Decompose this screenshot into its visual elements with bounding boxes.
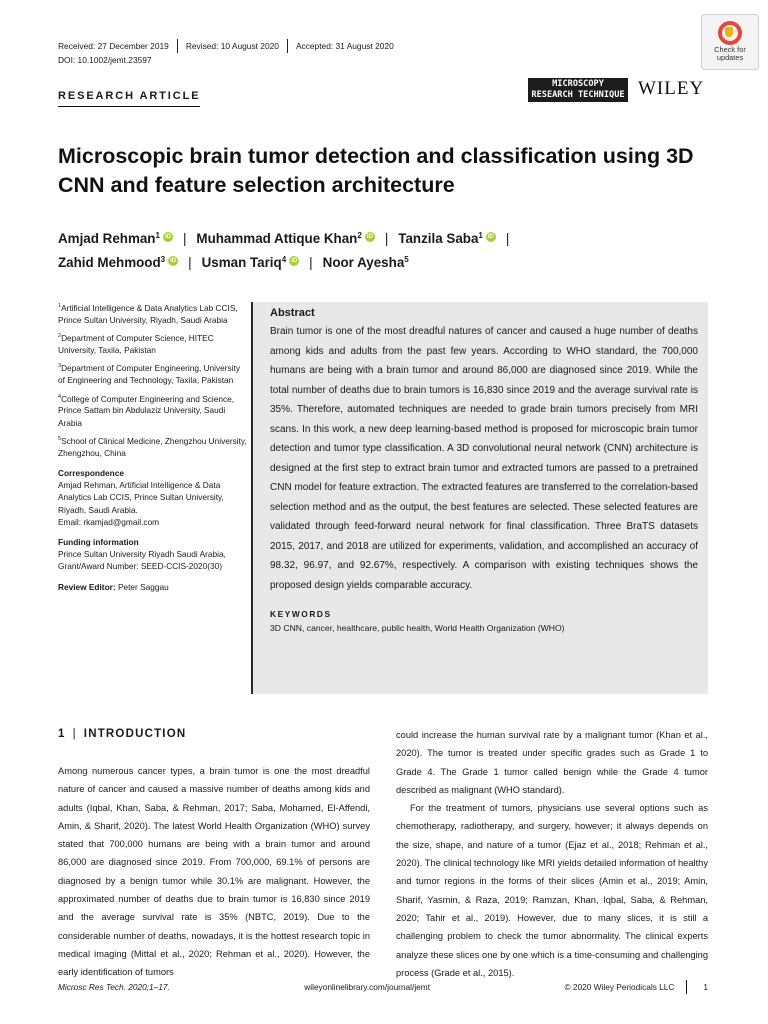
revised-date: Revised: 10 August 2020 (185, 41, 279, 51)
body-paragraph: Among numerous cancer types, a brain tumor is one the most dreadful nature of cancer and caused a massive number of deaths among kids and adults (Iqbal, Khan, Saba, & Rehman, 2017; Saba, Mohamed, El-Affendi, Amin, & Sharif, 2020). The latest World Health Organization (WHO) survey stated that 700,000 humans are being with a brain tumor and around 86,000 are diagnosed since 2019. From 700,000, 69.1% of persons are diagnosed by a benign tumor while 30.1% are malignant. However, the approximated number of deaths due to brain tumor is 16,830 since 2019 and the average survival rate is 35% (NBTC, 2019). Due to the considerable number of deaths, nowadays, it is the hottest research topic in medical imaging (Mittal et al., 2020; Rehman et al., 2020). However, the early identification of tumors (58, 766, 370, 978)
abstract-heading: Abstract (270, 307, 315, 319)
affiliation-text: Artificial Intelligence & Data Analytics Lab CCIS, Prince Sultan University, Riyadh, Saudi Arabia (58, 302, 238, 325)
divider (177, 39, 178, 53)
divider (287, 39, 288, 53)
author-line-2 (58, 251, 698, 275)
body-column-right (396, 726, 708, 982)
page-footer (58, 980, 708, 994)
correspondence-heading: Correspondence (58, 468, 124, 479)
author[interactable] (398, 231, 496, 246)
orcid-icon[interactable]: iD (487, 234, 494, 241)
abstract-box (251, 302, 708, 694)
author-name[interactable]: Usman Tariq (201, 255, 282, 270)
funding-heading: Funding information (58, 537, 139, 548)
front-matter-sidebar (58, 300, 248, 593)
publisher-logo: WILEY (638, 78, 705, 99)
doi-link[interactable]: DOI: 10.1002/jemt.23597 (58, 55, 152, 65)
journal-url[interactable]: wileyonlinelibrary.com/journal/jemt (304, 982, 430, 992)
affiliation-text: College of Computer Engineering and Science, Prince Sattam bin Abdulaziz University, Saudi Arabia (58, 393, 235, 428)
affiliation-sup: 4 (58, 393, 62, 400)
journal-logo-line-2: RESEARCH TECHNIQUE (531, 90, 625, 100)
body-paragraph: For the treatment of tumors, physicians use several options such as chemotherapy, radiotherapy, and surgery, however; it always depends on the size, shape, and nature of a tumor (Ejaz et al., 2018; Rehman et al., 2020). The clinical technology like MRI yields detailed information of healthy and tumor regions in the forms of their slices (Amin et al., 2019; Amin, Sharif, Yasmin, & Raza, 2019; Ramzan, Khan, Iqbal, Saba, & Rehman, 2020; Tahir et al., 2019). However, due to many slices, it is still a challenging problem to check the tumor abnormality. The clinical experts analyze these slices one by one which is a time-consuming and challenging process (Grade et al., 2015). (396, 803, 708, 978)
affiliation-sup: 2 (58, 333, 62, 340)
author[interactable] (323, 255, 409, 270)
affiliation (58, 433, 248, 459)
orcid-icon[interactable]: iD (366, 234, 373, 241)
author-affil-sup: 4 (281, 255, 287, 264)
author-separator: | (188, 255, 192, 270)
author-affil-sup: 2 (357, 231, 362, 240)
review-editor (58, 581, 248, 593)
author-affil-sup: 3 (160, 255, 166, 264)
affiliation-text: Department of Computer Science, HITEC University, Taxila, Pakistan (58, 332, 214, 356)
section-separator: | (72, 728, 77, 740)
orcid-icon[interactable]: iD (170, 258, 177, 265)
author[interactable] (58, 255, 178, 270)
body-paragraph: could increase the human survival rate by a malignant tumor (Khan et al., 2020). The tumor is treated under specific grades such as Grade 1 to Grade 4. The Grade 1 tumor called benign while the Grade 4 tumor described as malignant (WHO standard). (396, 730, 708, 795)
journal-logo (528, 78, 628, 102)
page-number: 1 (703, 982, 708, 992)
received-date: Received: 27 December 2019 (58, 41, 169, 51)
review-editor-name: Peter Saggau (115, 581, 169, 592)
abstract-text: Brain tumor is one of the most dreadful natures of cancer and caused a huge number of deaths among kids and adults from the past few years. According to WHO standard, the 700,000 humans are being with a brain tumor and around 86,000 are diagnosed since 2019. While the total number of deaths due to brain tumors is 16,830 since 2019 and the average survival rate is 35%. Therefore, automated techniques are needed to grade brain tumors precisely from MRI scans. In this work, a new deep learning-based method is proposed for microscopic brain tumor detection and tumor type classification. A 3D convolutional neural network (CNN) architecture is designed at the first step to extract brain tumor and extracted tumors are passed to a pretrained CNN model for feature extraction. The extracted features are transferred to the correlation-based selection method and as the output, the best features are selected. These selected features are validated through feed-forward neural network for final classification. Three BraTS datasets 2015, 2017, and 2018 are utilized for experiments, validation, and accomplished an accuracy of 98.32, 96.97, and 92.67%, respectively. A comparison with existing techniques shows the proposed design yields comparable accuracy. (270, 326, 698, 591)
author-list (58, 227, 698, 275)
section-title: INTRODUCTION (83, 728, 187, 740)
affiliation-text: School of Clinical Medicine, Zhengzhou University, Zhengzhou, China (58, 435, 247, 458)
check-for-updates-button[interactable] (701, 14, 759, 70)
author-separator: | (182, 231, 187, 246)
author-name[interactable]: Noor Ayesha (322, 255, 405, 270)
correspondence-email[interactable]: Email: rkamjad@gmail.com (58, 516, 160, 527)
publication-dates (58, 39, 394, 53)
author-name[interactable]: Tanzila Saba (398, 231, 479, 246)
author[interactable] (196, 231, 374, 246)
affiliation (58, 391, 248, 429)
affiliation-text: Department of Computer Engineering, University of Engineering and Technology, Taxila, Pakistan (58, 363, 240, 386)
correspondence-text: Amjad Rehman, Artificial Intelligence & Data Analytics Lab CCIS, Prince Sultan University, Riyadh, Saudi Arabia. (58, 480, 224, 515)
author-name[interactable]: Zahid Mehmood (58, 255, 161, 270)
author-separator: | (505, 231, 510, 246)
body-column-left (58, 762, 370, 982)
author[interactable] (58, 231, 173, 246)
keywords-heading: KEYWORDS (270, 609, 332, 619)
orcid-icon[interactable]: iD (164, 234, 171, 241)
affiliation (58, 360, 248, 386)
paper-title: Microscopic brain tumor detection and classification using 3D CNN and feature selection architecture (58, 144, 694, 197)
author-line-1 (58, 227, 698, 251)
review-editor-label: Review Editor: (58, 581, 116, 592)
author-affil-sup: 1 (478, 231, 483, 240)
funding-text: Prince Sultan University Riyadh Saudi Arabia, Grant/Award Number: SEED-CCIS-2020(30) (58, 549, 226, 572)
check-for-updates-label-2: updates (716, 53, 744, 62)
keywords-list: 3D CNN, cancer, healthcare, public health, World Health Organization (WHO) (270, 623, 565, 633)
journal-citation: Microsc Res Tech. 2020;1–17. (58, 982, 170, 992)
section-heading (58, 728, 186, 740)
author-affil-sup: 5 (404, 255, 409, 264)
orcid-icon[interactable]: iD (291, 258, 298, 265)
copyright: © 2020 Wiley Periodicals LLC (564, 982, 675, 992)
journal-logo-line-1: MICROSCOPY (552, 79, 604, 89)
author-separator: | (309, 255, 313, 270)
affiliation-sup: 5 (58, 435, 62, 442)
affiliation (58, 330, 248, 356)
footer-right (565, 980, 709, 994)
author-name[interactable]: Muhammad Attique Khan (196, 231, 358, 246)
accepted-date: Accepted: 31 August 2020 (295, 41, 394, 51)
divider (686, 980, 687, 994)
affiliation-sup: 1 (58, 303, 62, 309)
author-separator: | (384, 231, 389, 246)
author-affil-sup: 1 (155, 231, 160, 240)
affiliation-sup: 3 (58, 363, 62, 370)
check-for-updates-label-1: Check for (714, 45, 746, 54)
affiliation (58, 300, 248, 326)
article-type: RESEARCH ARTICLE (58, 90, 200, 107)
section-number: 1 (58, 728, 66, 740)
author-name[interactable]: Amjad Rehman (58, 231, 156, 246)
author[interactable] (202, 255, 300, 270)
check-for-updates-icon (718, 21, 742, 45)
